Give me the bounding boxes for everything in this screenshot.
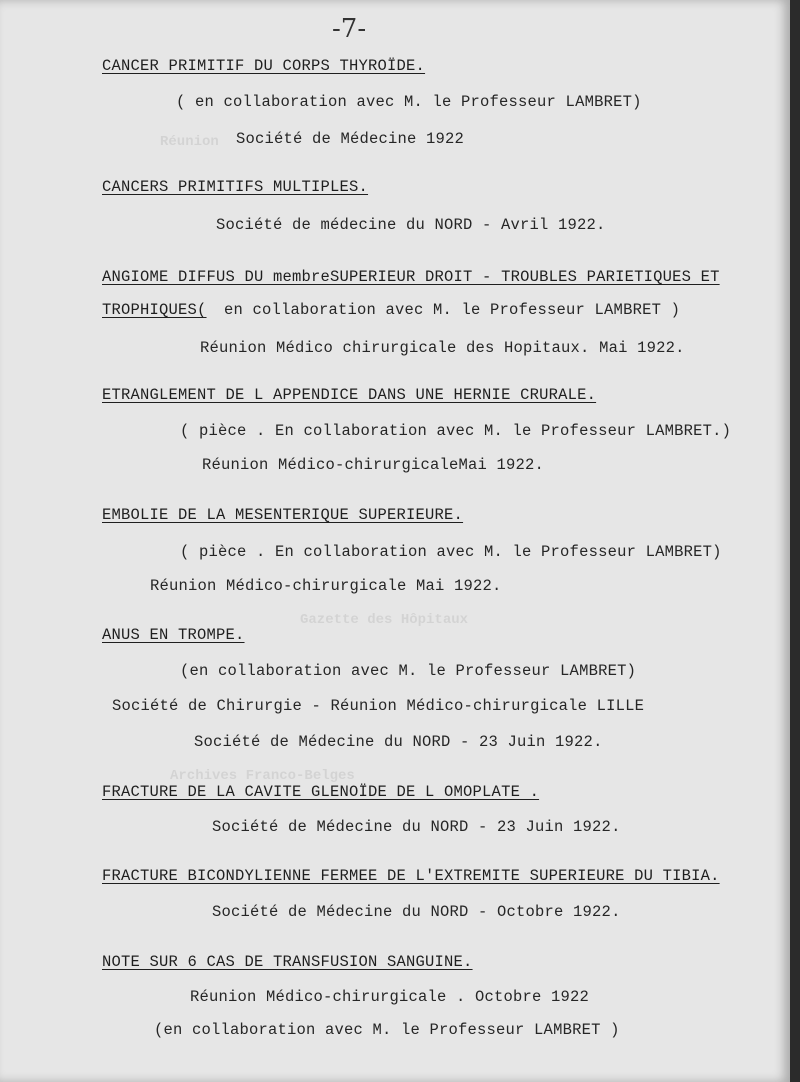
entry-title-continued: TROPHIQUES(: [102, 301, 207, 319]
entry-title: ETRANGLEMENT DE L APPENDICE DANS UNE HERNIE CRURALE.: [102, 386, 597, 404]
entry-title: ANUS EN TROMPE.: [102, 626, 245, 644]
entry-line: Société de Médecine 1922: [236, 130, 465, 148]
entry-line: Société de Médecine du NORD - Octobre 1922.: [212, 903, 621, 921]
entry-line: Société de Médecine du NORD - 23 Juin 1922.: [194, 733, 603, 751]
entry-line: ( en collaboration avec M. le Professeur LAMBRET): [176, 93, 642, 111]
bleed-through-text: Gazette des Hôpitaux: [300, 612, 469, 628]
entry-line: Société de médecine du NORD - Avril 1922.: [216, 216, 606, 234]
entry-title: CANCER PRIMITIF DU CORPS THYROÏDE.: [102, 57, 426, 75]
entry-line: Société de Médecine du NORD - 23 Juin 1922.: [212, 818, 621, 836]
entry-title: FRACTURE DE LA CAVITE GLENOÏDE DE L OMOPLATE .: [102, 783, 540, 801]
entry-title: CANCERS PRIMITIFS MULTIPLES.: [102, 178, 369, 196]
entry-line: ( pièce . En collaboration avec M. le Professeur LAMBRET.): [180, 422, 732, 440]
bleed-through-text: Réunion: [160, 134, 219, 150]
entry-line: Réunion Médico-chirurgicale . Octobre 1922: [190, 988, 590, 1006]
entry-title: NOTE SUR 6 CAS DE TRANSFUSION SANGUINE.: [102, 953, 473, 971]
bleed-through-text: Archives Franco-Belges: [170, 768, 355, 784]
entry-line: ( pièce . En collaboration avec M. le Professeur LAMBRET): [180, 543, 722, 561]
entry-title: EMBOLIE DE LA MESENTERIQUE SUPERIEURE.: [102, 506, 464, 524]
entry-line: Réunion Médico-chirurgicaleMai 1922.: [202, 456, 545, 474]
entry-line: Réunion Médico chirurgicale des Hopitaux. Mai 1922.: [200, 339, 685, 357]
entry-title: FRACTURE BICONDYLIENNE FERMEE DE L'EXTREMITE SUPERIEURE DU TIBIA.: [102, 867, 720, 885]
entry-line: en collaboration avec M. le Professeur LAMBRET ): [224, 301, 681, 319]
entry-line: Réunion Médico-chirurgicale Mai 1922.: [150, 577, 502, 595]
page-number: -7-: [332, 14, 367, 44]
entry-line: (en collaboration avec M. le Professeur LAMBRET): [180, 662, 637, 680]
entry-line: (en collaboration avec M. le Professeur LAMBRET ): [154, 1021, 620, 1039]
entry-line: Société de Chirurgie - Réunion Médico-chirurgicale LILLE: [112, 697, 645, 715]
entry-title: ANGIOME DIFFUS DU membreSUPERIEUR DROIT - TROUBLES PARIETIQUES ET: [102, 268, 720, 286]
